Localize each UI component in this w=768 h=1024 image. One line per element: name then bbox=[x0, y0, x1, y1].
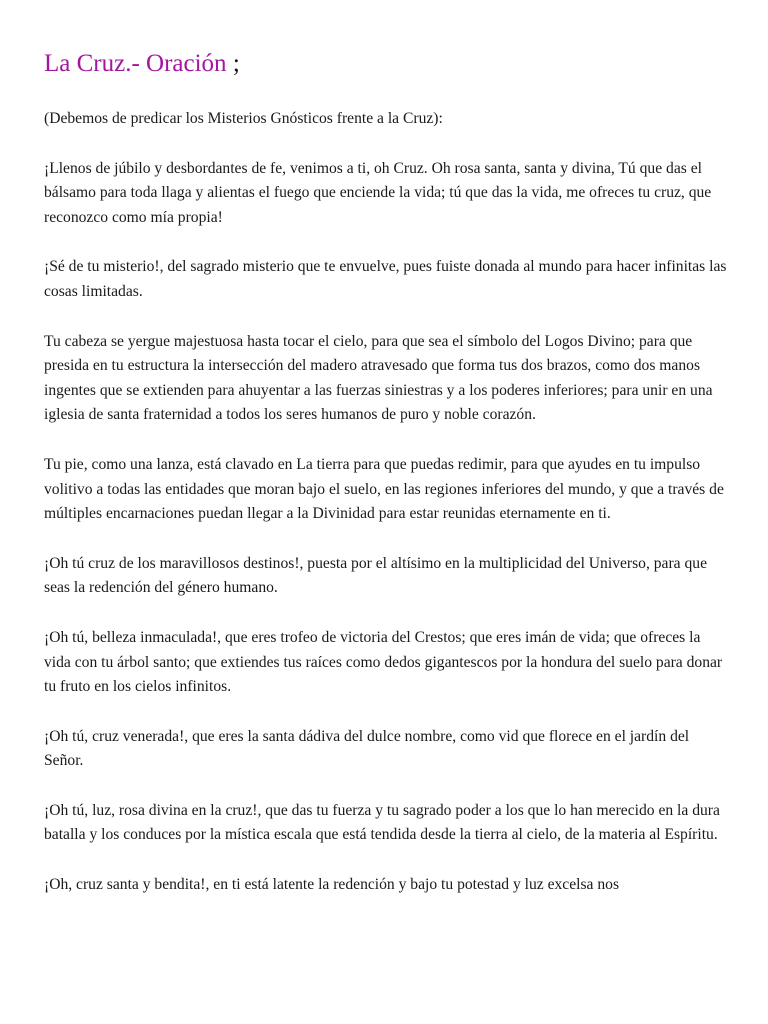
document-body bbox=[44, 107, 730, 898]
paragraph-1: (Debemos de predicar los Misterios Gnósticos frente a la Cruz): bbox=[44, 110, 443, 127]
paragraph-9: ¡Oh tú, luz, rosa divina en la cruz!, que das tu fuerza y tu sagrado poder a los que lo han merecido en la dura batalla y los conduces por la mística escala que está tendida desde la tierra al cielo, de la materia al Espíritu. bbox=[44, 801, 720, 844]
paragraph-3: ¡Sé de tu misterio!, del sagrado misterio que te envuelve, pues fuiste donada al mundo para hacer infinitas las cosas limitadas. bbox=[44, 258, 727, 300]
paragraph-4: Tu cabeza se yergue majestuosa hasta tocar el cielo, para que sea el símbolo del Logos Divino; para que presida en tu estructura la intersección del madero atravesado que forma tus dos brazos, como dos manos ingentes que se extienden para ahuyentar a las fuerzas siniestras y a los poderes inferiores; para unir en una iglesia de santa fraternidad a todos los seres humanos de puro y noble corazón. bbox=[44, 332, 713, 424]
page-title bbox=[44, 48, 730, 80]
title-suffix: ; bbox=[226, 50, 240, 77]
paragraph-10: ¡Oh, cruz santa y bendita!, en ti está latente la redención y bajo tu potestad y luz excelsa nos bbox=[44, 876, 620, 894]
paragraph-6: ¡Oh tú cruz de los maravillosos destinos!, puesta por el altísimo en la multiplicidad del Universo, para que seas la redención del género humano. bbox=[44, 554, 708, 597]
title-text: La Cruz.- Oración bbox=[44, 50, 227, 77]
paragraph-5: Tu pie, como una lanza, está clavado en La tierra para que puedas redimir, para que ayudes en tu impulso volitivo a todas las entidades que moran bajo el suelo, en las regiones inferiores del mundo, y que a través de múltiples encarnaciones puedan llegar a la Divinidad para estar reunidas eternamente en ti. bbox=[44, 455, 724, 523]
paragraph-7: ¡Oh tú, belleza inmaculada!, que eres trofeo de victoria del Crestos; que eres imán de vida; que ofreces la vida con tu árbol santo; que extiendes tus raíces como dedos gigantescos por la hondura del suelo para donar tu fruto en los cielos infinitos. bbox=[44, 628, 723, 696]
paragraph-8: ¡Oh tú, cruz venerada!, que eres la santa dádiva del dulce nombre, como vid que florece en el jardín del Señor. bbox=[44, 727, 690, 770]
paragraph-2: ¡Llenos de júbilo y desbordantes de fe, venimos a ti, oh Cruz. Oh rosa santa, santa y divina, Tú que das el bálsamo para toda llaga y alientas el fuego que enciende la vida; tú que das la vida, me ofreces tu cruz, que reconozco como mía propia! bbox=[44, 159, 712, 226]
